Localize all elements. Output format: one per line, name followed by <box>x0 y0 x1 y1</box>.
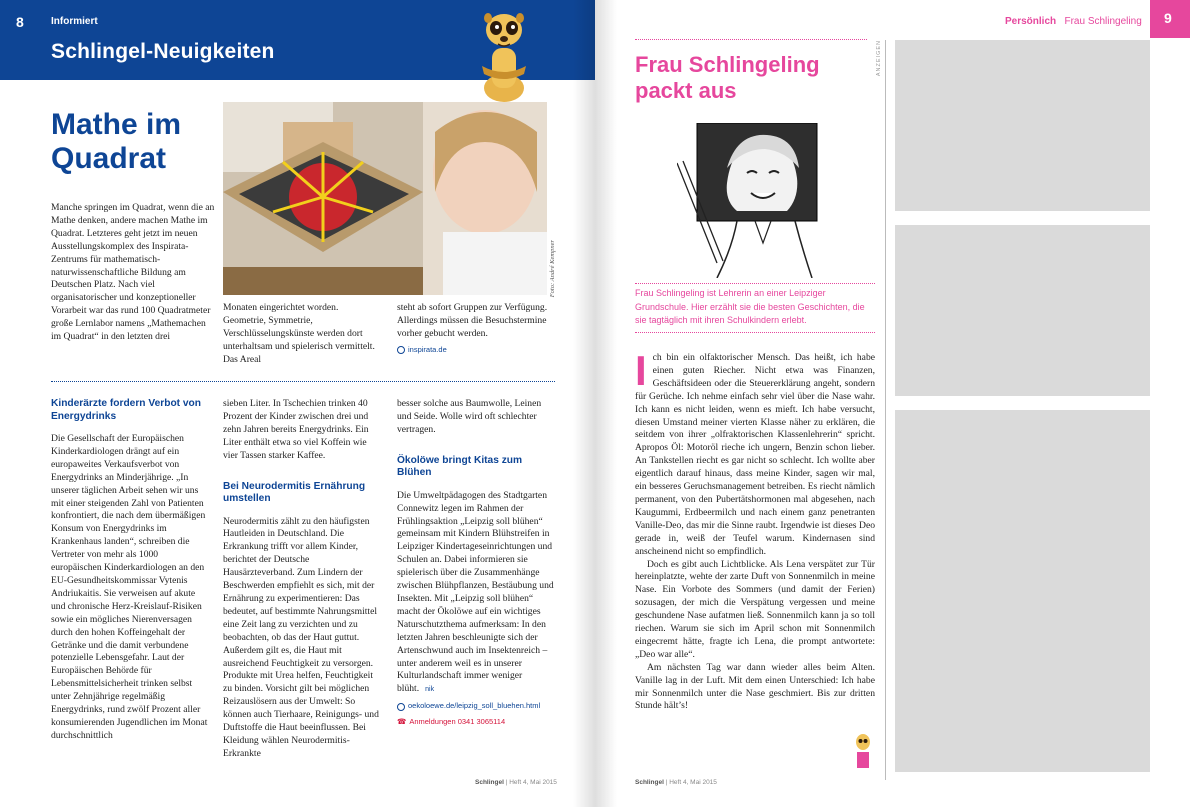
footer-issue: Heft 4, Mai 2015 <box>509 779 557 786</box>
page-number: 9 <box>1164 10 1172 26</box>
portrait-illustration <box>677 123 854 278</box>
mathe-col-1 <box>51 202 216 344</box>
phone-text: Anmeldungen 0341 3065114 <box>409 717 506 727</box>
neuro-text-cont: besser solche aus Baumwolle, Leinen und Seide. Wolle wird oft schlechter vertragen. <box>397 398 542 435</box>
article-title-mathe <box>51 108 221 176</box>
phone-icon: ☎ <box>397 717 407 727</box>
energy-text-1: Die Gesellschaft der Europäischen Kinderkardiologen drängt auf ein europaweites Verkaufsverbot von Energydrinks an Minderjährige. „In unserer täglichen Arbeit sehen wir uns mit einer steigenden Zahl von Patienten konfrontiert, die nach dem übermäßigen Konsum von Energydrinks im Krankenhaus landen“, schreiben die Vertreter von mehr als 1000 europäischen Kinderkardiologen an den EU-Gesundheitskommissar Vytenis Andriukaitis. Sie verweisen auf akute und chronische Herz-Kreislauf-Risiken sowie ein mögliches Nierenversagen durch den hohen Koffeingehalt der Getränke und die damit verbundene potenzielle Lebensgefahr. Laut der Europäischen Behörde für Lebensmittelsicherheit trinken selbst unter Zehnjährige regelmäßig Energydrinks, rund zwölf Prozent aller konsumierenden Jugendlichen im Monat durchschnittlich <box>51 433 208 741</box>
mathe-text-1: Manche springen im Quadrat, wenn die an Mathe denken, andere machen Mathe im Quadrat. Letzteres geht jetzt im neuen Ausstellungskomplex des Inspirata-Zentrums für mathematisch-naturwissenschaftliche Bildung am Deutschen Platz. Nach viel organisatorischer und konzeptioneller Vorarbeit war das rund 100 Quadratmeter große Lernlabor namens „Mathemachen im Quadrat“ in den letzten drei <box>51 202 215 343</box>
article-title-oekoloewe: Ökolöwe bringt Kitas zum Blühen <box>397 454 523 479</box>
article-title-schlingeling <box>635 52 865 104</box>
ad-slot-1 <box>895 40 1150 211</box>
photo-credit: Foto: André Kempner <box>549 240 556 298</box>
ad-slot-3 <box>895 410 1150 772</box>
middle-col <box>223 398 383 761</box>
intro-rule-bottom <box>635 332 875 333</box>
mathe-col-3 <box>397 302 555 357</box>
story-para-2: Doch es gibt auch Lichtblicke. Als Lena verspätet zur Tür hereinplatzte, wehte der zarte Duft von Sonnenmilch in meine Nase. Ein Vorbote des Sommers (und damit der Ferien) sozusagen, der mich die Verspätung vergessen und meine geschundene Nase aufatmen ließ. Sonnenmilch kann ja so toll riechen. Warum sie sich im April schon mit Sonnenmilch eingecremt hätte, fragte ich Lena, die prompt antwortete: „Deo war alle“. <box>635 558 875 660</box>
title-line-2: packt aus <box>635 78 737 103</box>
ad-slot-2 <box>895 225 1150 396</box>
footer-brand: Schlingel <box>475 779 504 786</box>
article-title-energydrinks: Kinderärzte fordern Verbot von Energydrinks <box>51 398 202 422</box>
title-line-1: Mathe im <box>51 108 182 141</box>
author-sig: nik <box>425 686 435 694</box>
oeko-body: Die Umweltpädagogen des Stadtgarten Connewitz legen im Rahmen der Frühlingsaktion „Leipzig soll blühen“ gemeinsam mit Kindern Blühstreifen in Leipziger Kindertageseinrichtungen und Schulen an. Dabei informieren sie spielerisch über die Zusammenhänge zwischen Blühpflanzen, Bestäubung und Insekten. Mit „Leipzig soll blühen“ macht der Ökolöwe auf ein wichtiges Naturschutzthema aufmerksam: In den letzten Jahren beschleunigte sich der Artenschwund auch im Insektenreich – unter anderem weil es in unserer Kulturlandschaft immer weniger blüht. <box>397 489 554 695</box>
footer-issue: Heft 4, Mai 2015 <box>669 779 717 786</box>
neuro-text: Neurodermitis zählt zu den häufigsten Hautleiden in Deutschland. Die Erkrankung trifft vor allem Kinder, berichtet der Deutsche Hausärzteverband. Zum Lindern der Beschwerden empfiehlt es sich, mit der Ernährung zu experimentieren: Das bedeutet, auf bestimmte Nahrungsmittel eine Zeit lang zu verzichten und zu beobachten, ob das der Haut guttut. Außerdem gilt es, die Haut mit ausreichend Feuchtigkeit zu versorgen. Produkte mit Urea helfen, Feuchtigkeit zu binden. Vorsicht gilt bei möglichen Reizauslösern aus der Umwelt: So können auch Tierhaare, Reinigungs- und Duftstoffe die Haut beeinflussen. Bei Kleidung wählen Neurodermitis-Erkrankte <box>223 515 379 759</box>
intro-rule-top <box>635 283 875 284</box>
oeko-text <box>397 490 555 698</box>
mathe-text-2: Monaten eingerichtet worden. Geometrie, Symmetrie, Verschlüsselungskünste werden dort unterhaltsam und spielerisch vermittelt. Das Areal <box>223 302 375 365</box>
title-line-2: Quadrat <box>51 142 167 175</box>
page-number-tab <box>1150 0 1190 38</box>
right-col <box>397 398 555 729</box>
article-photo-mathe <box>223 102 547 295</box>
header-kicker <box>1005 16 1142 27</box>
gutter-shadow <box>573 0 595 807</box>
footer-brand: Schlingel <box>635 779 664 786</box>
link-text: oekoloewe.de/leipzig_soll_bluehen.html <box>408 701 541 711</box>
header-kicker: Informiert <box>51 16 98 27</box>
mathe-text-3: steht ab sofort Gruppen zur Verfügung. Allerdings müssen die Besuchstermine vorher gebucht werden. <box>397 302 548 339</box>
article-title-neurodermitis: Bei Neurodermitis Ernährung umstellen <box>223 480 366 505</box>
intro-text: Frau Schlingeling ist Lehrerin an einer Leipziger Grundschule. Hier erzählt sie die besten Geschichten, die sie tagtäglich mit ihren Schulkindern erlebt. <box>635 288 865 325</box>
phone-line <box>397 716 555 729</box>
mathe-col-2 <box>223 302 383 367</box>
footer: Schlingel | Heft 4, Mai 2015 <box>475 779 557 786</box>
inspirata-link[interactable] <box>397 344 555 357</box>
link-text: inspirata.de <box>408 344 447 354</box>
section-divider <box>51 381 555 382</box>
globe-icon <box>397 346 405 354</box>
mini-mascot-icon <box>853 730 873 770</box>
ads-rule <box>885 40 886 780</box>
energy-col-1 <box>51 398 211 743</box>
meerkat-mascot-icon <box>468 8 540 104</box>
oekoloewe-link[interactable] <box>397 700 555 713</box>
globe-icon <box>397 703 405 711</box>
story-body <box>635 347 875 713</box>
story-text-1: ch bin ein olfaktorischer Mensch. Das heißt, ich habe einen guten Riecher. Nicht etwa was Finanzen, Geschäftsideen oder die Steuererklärung angeht, sondern für Gerüche. Ich nehme einfach sehr viel über die Nase wahr. Ich kann es nicht leiden, wenn es mieft. Ich habe versucht, diesen Umstand meiner vierten Klasse näher zu erklären, die seitdem von ihrer „olfraktorischen Klassenlehrerin“ spricht. Apropos Öl: Motoröl rieche ich ungern, Benzin schon lieber. An Tankstellen riecht es gar nicht so schlecht. Ich wollte aber eigentlich darauf hinaus, dass meine Kinder, sagen wir mal, ein besseres Geruchsmanagement betreiben. Es riecht nämlich permanent, von den Pubertätshormonen mal abgesehen, nach Kaugummi, Erdbeermilch und nach einem ganz penetranten Vanille-Deo, das mir die Sinne raubt. Irgendwie ist dieses Deo gerade in, weiß der Teufel warum. Kindernasen sind anscheinend nicht so empfindlich. <box>635 352 875 557</box>
gutter-shadow <box>595 0 617 807</box>
story-para-3: Am nächsten Tag war dann wieder alles beim Alten. Vanille lag in der Luft. Mit dem einen Unterschied: Ich habe mir Sonnenmilch unter die Nase geschmiert. Bis zur dritten Stunde hält’s! <box>635 661 875 712</box>
kicker-bold: Persönlich <box>1005 16 1057 27</box>
dropcap: I <box>635 347 647 394</box>
ads-label: ANZEIGEN <box>876 40 882 77</box>
footer: Schlingel | Heft 4, Mai 2015 <box>635 779 717 786</box>
page-number: 8 <box>16 14 24 30</box>
title-rule <box>635 39 867 40</box>
title-line-1: Frau Schlingeling <box>635 52 820 77</box>
section-title: Schlingel-Neuigkeiten <box>51 40 275 63</box>
right-page <box>595 0 1190 807</box>
kicker-rest: Frau Schlingeling <box>1064 16 1142 27</box>
energy-text-2: sieben Liter. In Tschechien trinken 40 Prozent der Kinder zwischen drei und zehn Jahren bereits Energydrinks. Ein Liter enthält etwa so viel Koffein wie vier Tassen starker Kaffee. <box>223 398 369 461</box>
story-para-1 <box>635 347 875 559</box>
